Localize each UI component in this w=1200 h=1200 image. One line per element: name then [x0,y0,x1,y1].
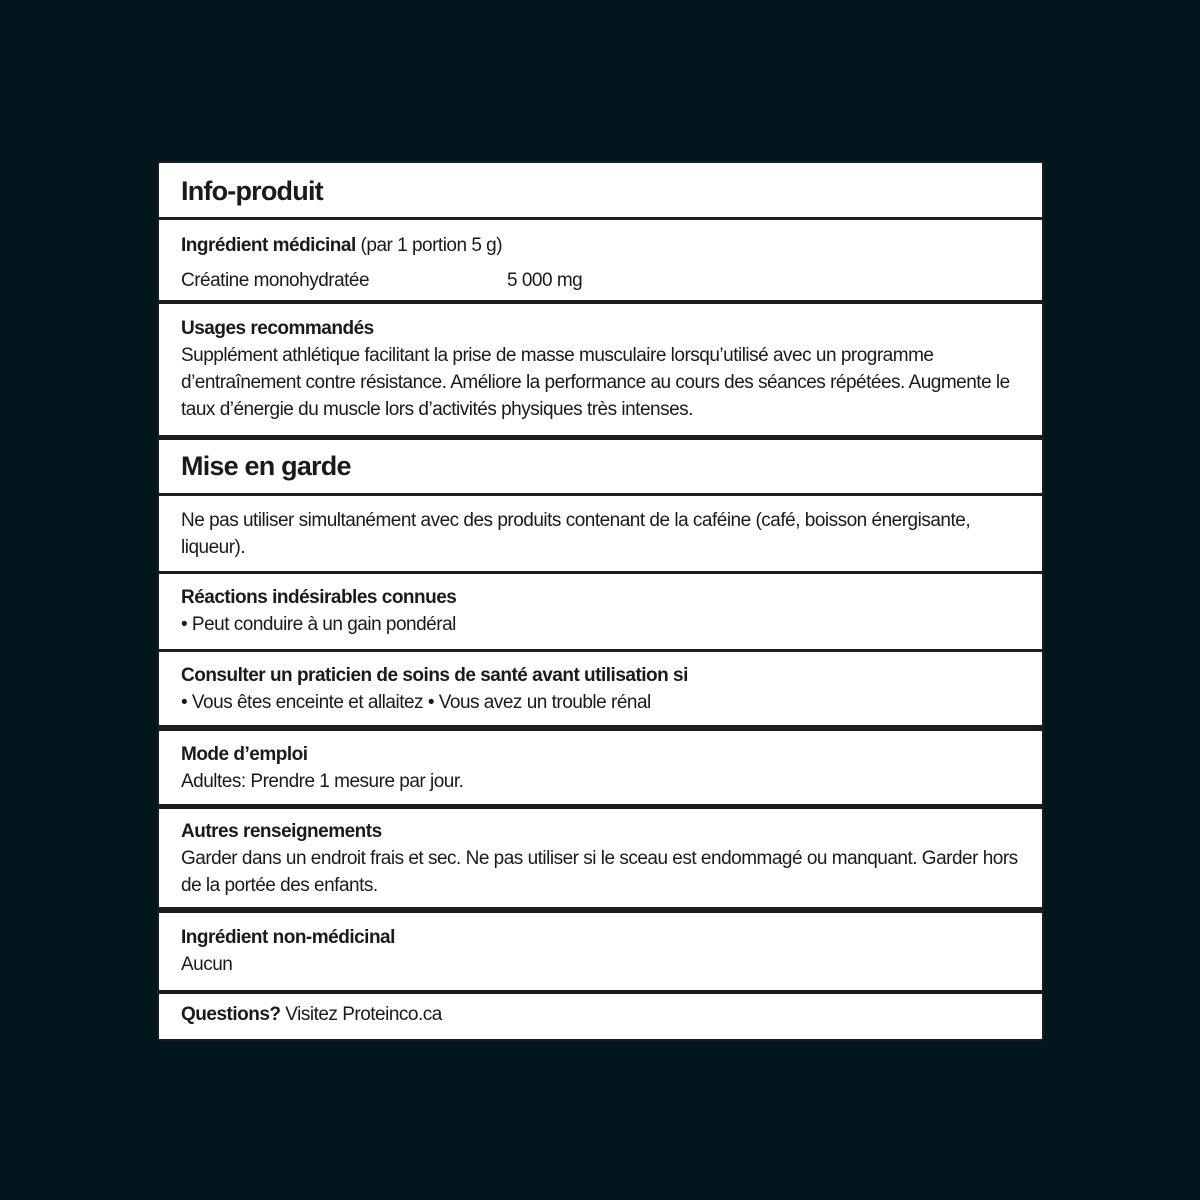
mise-en-garde-section [159,507,1042,561]
divider [159,217,1042,220]
autres-section [159,818,1042,899]
reactions-section [159,584,1042,638]
questions-text: Visitez Proteinco.ca [285,1004,442,1025]
info-produit-title: Info-produit [181,176,323,206]
ingredient-amount: 5 000 mg [507,270,583,291]
mode-emploi-section [159,741,1042,795]
ingredient-line [181,267,1020,294]
autres-text: Garder dans un endroit frais et sec. Ne pas utiliser si le sceau est endommagé ou manquant. Garder hors de la portée des enfants. [181,848,1018,896]
divider [159,907,1042,913]
divider [159,493,1042,496]
consulter-text: • Vous êtes enceinte et allaitez • Vous avez un trouble rénal [181,692,651,713]
mise-en-garde-text: Ne pas utiliser simultanément avec des produits contenant de la caféine (café, boisson énergisante, liqueur). [181,510,971,558]
non-medicinal-text: Aucun [181,954,233,975]
reactions-text: • Peut conduire à un gain pondéral [181,614,456,635]
non-medicinal-heading: Ingrédient non-médicinal [181,927,395,948]
consulter-section [159,662,1042,716]
ingredient-name: Créatine monohydratée [181,270,370,291]
autres-heading: Autres renseignements [181,821,382,842]
portion-note: (par 1 portion 5 g) [360,235,503,256]
divider [159,725,1042,731]
product-info-panel [157,161,1044,1041]
reactions-heading: Réactions indésirables connues [181,587,457,608]
questions-label: Questions? [181,1004,281,1025]
mode-emploi-heading: Mode d’emploi [181,744,308,765]
usages-text: Supplément athlétique facilitant la prise de masse musculaire lorsqu’utilisé avec un programme d’entraînement contre résistance. Améliore la performance au cours des séances répétées. Augmente le taux d’énergie du muscle lors d’activités physiques très intenses. [181,345,1010,420]
questions-section [159,1001,1042,1028]
usages-section [159,315,1042,423]
divider [159,990,1042,994]
mise-en-garde-title: Mise en garde [181,451,351,481]
non-medicinal-section [159,924,1042,978]
divider [159,300,1042,304]
consulter-heading: Consulter un praticien de soins de santé avant utilisation si [181,665,688,686]
divider [159,804,1042,809]
mode-emploi-text: Adultes: Prendre 1 mesure par jour. [181,771,464,792]
divider [159,649,1042,652]
medicinal-ingredient-section [159,232,1042,294]
medicinal-ingredient-heading: Ingrédient médicinal [181,235,356,256]
divider [159,571,1042,574]
usages-heading: Usages recommandés [181,318,374,339]
divider [159,435,1042,440]
